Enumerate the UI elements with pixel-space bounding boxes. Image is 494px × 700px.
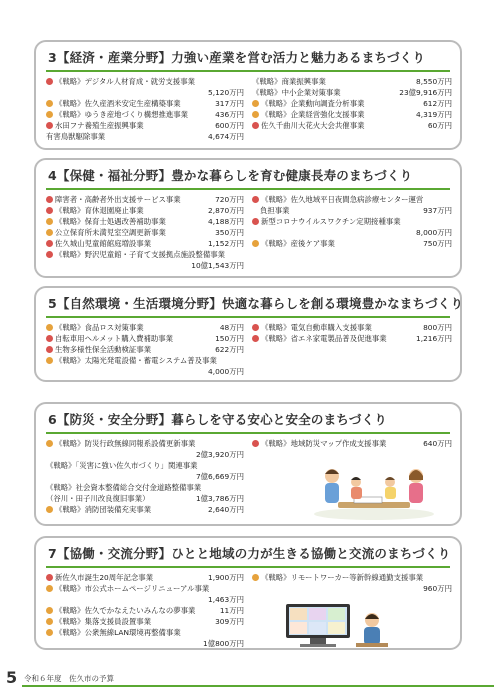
- budget-item-text: 《戦略》太陽光発電設備・蓄電システム普及事業: [55, 356, 217, 365]
- expanded-project-marker-icon: [252, 100, 259, 107]
- budget-item-row: [252, 205, 452, 216]
- budget-item-row: [46, 594, 244, 605]
- expanded-project-marker-icon: [46, 506, 53, 513]
- section-rule: [46, 432, 450, 434]
- expanded-project-marker-icon: [46, 629, 53, 636]
- budget-item-row: [46, 238, 244, 249]
- budget-item-label: [46, 216, 166, 227]
- budget-item-label: [252, 572, 423, 583]
- budget-item-label: [252, 109, 364, 120]
- section-left-column: [46, 572, 244, 649]
- section-health: [34, 158, 462, 278]
- budget-item-label: [252, 98, 364, 109]
- budget-item-amount: 11万円: [219, 606, 244, 615]
- budget-item-text: 有害鳥獣駆除事業: [46, 132, 106, 141]
- section-rule: [46, 316, 450, 318]
- budget-item-amount: 2,870万円: [208, 206, 244, 215]
- section-right-column: [252, 322, 452, 344]
- budget-item-text: 《戦略》消防団装備充実事業: [55, 505, 152, 514]
- budget-item-row: [46, 194, 244, 205]
- budget-item-label: [252, 333, 387, 344]
- budget-item-text: 《戦略》食品ロス対策事業: [55, 323, 144, 332]
- budget-item-amount: 436万円: [215, 110, 244, 119]
- expanded-project-marker-icon: [46, 585, 53, 592]
- expanded-project-marker-icon: [46, 357, 53, 364]
- section-rule: [46, 188, 450, 190]
- budget-item-row: [252, 322, 452, 333]
- budget-item-row: [46, 366, 244, 377]
- budget-item-amount: 317万円: [215, 99, 244, 108]
- budget-item-row: [252, 438, 452, 449]
- budget-item-label: [252, 87, 341, 98]
- section-collaboration: [34, 536, 462, 650]
- budget-item-text: 水田フナ養殖生産振興事業: [55, 121, 144, 130]
- budget-item-amount: 1,900万円: [208, 573, 244, 582]
- budget-item-text: 生物多様性保全活動検証事業: [55, 345, 152, 354]
- budget-item-amount: 10億1,543万円: [191, 261, 244, 270]
- budget-item-row: [252, 109, 452, 120]
- budget-item-row: [252, 120, 452, 131]
- budget-item-text: 《戦略》保育士処遇改善補助事業: [55, 217, 166, 226]
- budget-item-text: 自転車用ヘルメット購入費補助事業: [55, 334, 174, 343]
- budget-item-row: [46, 98, 244, 109]
- budget-item-amount: 2,640万円: [208, 505, 244, 514]
- budget-item-text: 《戦略》集落支援員設置事業: [55, 617, 152, 626]
- new-project-marker-icon: [252, 218, 259, 225]
- new-project-marker-icon: [46, 122, 53, 129]
- budget-item-row: [252, 76, 452, 87]
- budget-item-label: [46, 109, 188, 120]
- budget-item-label: [46, 120, 144, 131]
- new-project-marker-icon: [252, 196, 259, 203]
- budget-item-amount: 48万円: [219, 323, 244, 332]
- budget-item-row: [46, 460, 244, 471]
- new-project-marker-icon: [46, 240, 53, 247]
- budget-item-label: [46, 583, 209, 594]
- budget-item-label: [46, 205, 144, 216]
- budget-item-amount: 622万円: [215, 345, 244, 354]
- budget-item-text: 佐久千曲川大花火大会共催事業: [261, 121, 365, 130]
- budget-item-row: [252, 238, 452, 249]
- budget-item-label: [260, 205, 290, 216]
- budget-item-label: [46, 131, 105, 142]
- budget-item-label: [46, 572, 153, 583]
- new-project-marker-icon: [46, 78, 53, 85]
- budget-item-label: [46, 493, 149, 504]
- new-project-marker-icon: [252, 440, 259, 447]
- budget-item-row: [46, 120, 244, 131]
- budget-item-amount: 60万円: [427, 121, 452, 130]
- section-title: 4【保健・福祉分野】豊かな暮らしを育む健康長寿のまちづくり: [48, 168, 413, 183]
- budget-item-row: [46, 504, 244, 515]
- new-project-marker-icon: [46, 207, 53, 214]
- budget-item-row: [252, 87, 452, 98]
- budget-item-label: [46, 438, 195, 449]
- budget-item-row: [46, 205, 244, 216]
- budget-item-amount: 4,674万円: [208, 132, 244, 141]
- budget-item-amount: 600万円: [215, 121, 244, 130]
- budget-item-amount: 23億9,916万円: [399, 88, 452, 97]
- section-disaster: [34, 402, 462, 526]
- budget-item-text: 新型コロナウイルスワクチン定期接種事業: [261, 217, 401, 226]
- budget-item-amount: 800万円: [423, 323, 452, 332]
- budget-item-row: [46, 471, 244, 482]
- budget-item-text: 《戦略》佐久産酒米安定生産構築事業: [55, 99, 181, 108]
- budget-item-amount: 1,152万円: [208, 239, 244, 248]
- budget-item-row: [46, 131, 244, 142]
- budget-item-text: 《戦略》育休退園廃止事業: [55, 206, 144, 215]
- budget-item-text: 《戦略》電気自動車購入支援事業: [261, 323, 372, 332]
- budget-item-label: [46, 616, 151, 627]
- budget-item-amount: 640万円: [423, 439, 452, 448]
- expanded-project-marker-icon: [46, 440, 53, 447]
- section-rule: [46, 566, 450, 568]
- budget-item-amount: 1,463万円: [208, 595, 244, 604]
- expanded-project-marker-icon: [46, 607, 53, 614]
- budget-item-row: [46, 249, 244, 260]
- budget-item-text: 公立保育所未満児室空調更新事業: [55, 228, 166, 237]
- budget-item-amount: 4,000万円: [208, 367, 244, 376]
- budget-item-label: [46, 504, 151, 515]
- budget-item-row: [252, 98, 452, 109]
- budget-item-label: [252, 238, 335, 249]
- budget-item-amount: 8,550万円: [416, 77, 452, 86]
- section-title: 3【経済・産業分野】力強い産業を営む活力と魅力あるまちづくり: [48, 50, 426, 65]
- new-project-marker-icon: [252, 335, 259, 342]
- budget-item-amount: 350万円: [215, 228, 244, 237]
- budget-item-label: [46, 605, 195, 616]
- budget-item-text: 《戦略》産後ケア事業: [261, 239, 335, 248]
- new-project-marker-icon: [252, 122, 259, 129]
- budget-item-text: 《戦略》企業経営強化支援事業: [261, 110, 365, 119]
- budget-item-text: 《戦略》中小企業対策事業: [252, 88, 341, 97]
- section-left-column: [46, 322, 244, 377]
- budget-item-row: [46, 482, 244, 493]
- page-number: 5: [6, 668, 18, 687]
- budget-item-label: [46, 227, 166, 238]
- budget-item-text: 《戦略》地域防災マップ作成支援事業: [261, 439, 387, 448]
- budget-item-text: 障害者・高齢者外出支援サービス事業: [55, 195, 181, 204]
- section-title: 5【自然環境・生活環境分野】快適な暮らしを創る環境豊かなまちづくり: [48, 296, 464, 311]
- new-project-marker-icon: [46, 335, 53, 342]
- budget-item-text: 《戦略》商業振興事業: [252, 77, 326, 86]
- budget-item-amount: 612万円: [423, 99, 452, 108]
- budget-item-text: 《戦略》佐久でかなえたいみんなの夢事業: [55, 606, 196, 615]
- budget-item-row: [46, 109, 244, 120]
- budget-item-label: [252, 120, 364, 131]
- budget-item-row: [46, 572, 244, 583]
- budget-item-label: [46, 460, 198, 471]
- budget-item-label: [46, 238, 151, 249]
- budget-item-text: 《戦略》デジタル人材育成・就労支援事業: [55, 77, 195, 86]
- budget-item-amount: 8,000万円: [416, 228, 452, 237]
- expanded-project-marker-icon: [46, 229, 53, 236]
- budget-item-label: [46, 76, 195, 87]
- budget-item-amount: 7億6,669万円: [195, 472, 244, 481]
- budget-item-amount: 150万円: [215, 334, 244, 343]
- budget-item-label: [46, 482, 201, 493]
- budget-item-text: 《戦略》佐久地域平日夜間急病診療センター運営: [261, 195, 424, 204]
- footer-caption: 令和６年度 佐久市の予算: [24, 674, 114, 683]
- budget-item-label: [252, 194, 423, 205]
- budget-item-row: [46, 627, 244, 638]
- budget-item-label: [252, 76, 326, 87]
- footer-rule: [22, 685, 494, 687]
- budget-item-row: [46, 616, 244, 627]
- budget-item-row: [46, 322, 244, 333]
- new-project-marker-icon: [46, 196, 53, 203]
- budget-item-text: 《戦略》市公式ホームページリニューアル事業: [55, 584, 210, 593]
- budget-item-row: [252, 194, 452, 205]
- budget-item-label: [252, 216, 401, 227]
- budget-item-row: [46, 605, 244, 616]
- budget-item-row: [46, 449, 244, 460]
- budget-item-label: [46, 322, 144, 333]
- budget-item-text: 《戦略》ゆうき産地づくり構想推進事業: [55, 110, 189, 119]
- budget-item-row: [46, 493, 244, 504]
- budget-item-text: 《戦略》公衆無線LAN環境再整備事業: [55, 628, 181, 637]
- budget-item-amount: 1億3,786万円: [195, 494, 244, 503]
- section-left-column: [46, 194, 244, 271]
- budget-item-text: 新佐久市誕生20周年記念事業: [55, 573, 154, 582]
- budget-item-text: 《戦略》企業動向調査分析事業: [261, 99, 365, 108]
- budget-item-text: 負担事業: [260, 206, 290, 215]
- budget-item-amount: 720万円: [215, 195, 244, 204]
- expanded-project-marker-icon: [252, 111, 259, 118]
- expanded-project-marker-icon: [46, 100, 53, 107]
- section-right-column: [252, 572, 452, 594]
- budget-item-row: [46, 87, 244, 98]
- budget-item-row: [252, 227, 452, 238]
- budget-item-amount: 750万円: [423, 239, 452, 248]
- budget-item-amount: 960万円: [423, 584, 452, 593]
- budget-item-row: [46, 333, 244, 344]
- budget-item-label: [46, 249, 225, 260]
- budget-item-amount: 309万円: [215, 617, 244, 626]
- budget-item-text: 《戦略》社会資本整備総合交付金道路整備事業: [46, 483, 202, 492]
- budget-item-label: [46, 333, 173, 344]
- budget-item-text: 《戦略》防災行政無線同報系設備更新事業: [55, 439, 196, 448]
- budget-item-row: [46, 227, 244, 238]
- budget-item-amount: 2億3,920万円: [195, 450, 244, 459]
- section-left-column: [46, 76, 244, 142]
- budget-item-row: [252, 583, 452, 594]
- budget-item-amount: 937万円: [423, 206, 452, 215]
- new-project-marker-icon: [46, 251, 53, 258]
- budget-item-row: [46, 638, 244, 649]
- budget-item-row: [252, 216, 452, 227]
- budget-item-label: [252, 438, 386, 449]
- new-project-marker-icon: [46, 574, 53, 581]
- budget-item-amount: 4,319万円: [416, 110, 452, 119]
- section-right-column: [252, 438, 452, 449]
- expanded-project-marker-icon: [252, 240, 259, 247]
- budget-item-row: [46, 260, 244, 271]
- expanded-project-marker-icon: [46, 218, 53, 225]
- expanded-project-marker-icon: [252, 574, 259, 581]
- family-illustration: [312, 456, 436, 520]
- budget-item-row: [46, 76, 244, 87]
- section-economy: [34, 40, 462, 150]
- budget-item-label: [46, 627, 181, 638]
- new-project-marker-icon: [252, 324, 259, 331]
- section-right-column: [252, 194, 452, 249]
- section-right-column: [252, 76, 452, 131]
- budget-item-text: 《戦略》リモートワーカー等新幹線通勤支援事業: [261, 573, 424, 582]
- budget-item-row: [46, 344, 244, 355]
- section-left-column: [46, 438, 244, 515]
- budget-item-label: [252, 322, 372, 333]
- section-title: 7【協働・交流分野】ひとと地域の力が生きる協働と交流のまちづくり: [48, 546, 451, 561]
- budget-item-row: [46, 355, 244, 366]
- budget-item-text: 《戦略》「災害に強い佐久市づくり」関連事業: [46, 461, 198, 470]
- budget-item-row: [46, 438, 244, 449]
- budget-item-label: [46, 194, 181, 205]
- budget-item-text: （谷川・田子川改良復旧事業）: [46, 494, 150, 503]
- budget-item-row: [252, 572, 452, 583]
- section-title: 6【防災・安全分野】暮らしを守る安心と安全のまちづくり: [48, 412, 387, 427]
- budget-item-label: [46, 98, 181, 109]
- budget-item-label: [46, 344, 151, 355]
- budget-item-row: [46, 216, 244, 227]
- remote-work-illustration: [280, 600, 392, 650]
- budget-item-text: 《戦略》野沢児童館・子育て支援拠点施設整備事業: [55, 250, 225, 259]
- section-rule: [46, 70, 450, 72]
- budget-item-amount: 5,120万円: [208, 88, 244, 97]
- budget-item-amount: 1,216万円: [416, 334, 452, 343]
- budget-item-text: 佐久城山児童館館庭増設事業: [55, 239, 152, 248]
- budget-item-row: [46, 583, 244, 594]
- expanded-project-marker-icon: [46, 324, 53, 331]
- section-environment: [34, 286, 462, 382]
- budget-item-text: 《戦略》省エネ家電製品普及促進事業: [261, 334, 387, 343]
- budget-item-row: [252, 333, 452, 344]
- new-project-marker-icon: [46, 346, 53, 353]
- expanded-project-marker-icon: [46, 111, 53, 118]
- budget-item-amount: 4,188万円: [208, 217, 244, 226]
- budget-item-amount: 1億800万円: [203, 639, 244, 648]
- expanded-project-marker-icon: [46, 618, 53, 625]
- budget-item-label: [46, 355, 217, 366]
